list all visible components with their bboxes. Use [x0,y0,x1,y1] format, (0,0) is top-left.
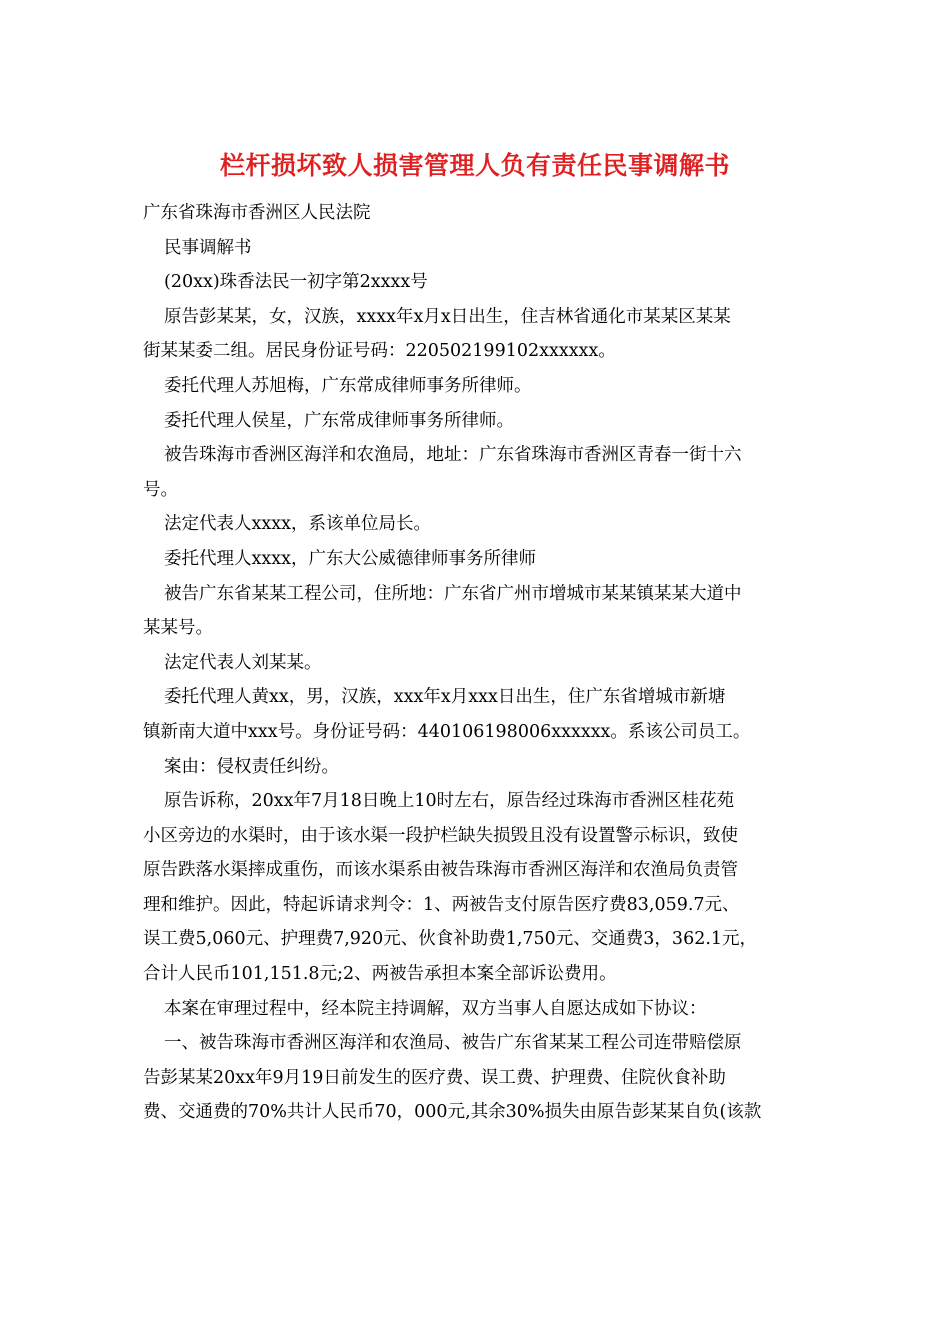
text-line: 小区旁边的水渠时，由于该水渠一段护栏缺失损毁且没有设置警示标识，致使 [143,825,738,846]
text-line: 告彭某某20xx年9月19日前发生的医疗费、误工费、护理费、住院伙食补助 [143,1067,726,1088]
text-line: 号。 [143,479,178,500]
text-line: 法定代表人刘某某。 [164,652,322,673]
text-line: 被告珠海市香洲区海洋和农渔局，地址：广东省珠海市香洲区青春一街十六 [164,445,742,466]
text-line: 被告广东省某某工程公司，住所地：广东省广州市增城市某某镇某某大道中 [164,583,742,604]
text-line: 民事调解书 [164,237,252,258]
text-line: 某某号。 [143,618,213,639]
text-line: 原告彭某某，女，汉族，xxxx年x月x日出生，住吉林省通化市某某区某某 [164,306,731,327]
text-line: 原告跌落水渠摔成重伤，而该水渠系由被告珠海市香洲区海洋和农渔局负责管 [143,860,738,881]
document-body [143,196,808,1130]
text-line: 一、被告珠海市香洲区海洋和农渔局、被告广东省某某工程公司连带赔偿原 [164,1033,742,1054]
text-line: 费、交通费的70%共计人民币70，000元,其余30%损失由原告彭某某自负(该款 [143,1102,762,1123]
text-line: 原告诉称，20xx年7月18日晚上10时左右，原告经过珠海市香洲区桂花苑 [164,791,735,812]
text-line: 误工费5,060元、护理费7,920元、伙食补助费1,750元、交通费3，362.1元， [143,929,758,950]
text-line: 法定代表人xxxx，系该单位局长。 [164,514,431,535]
text-line: 合计人民币101,151.8元;2、两被告承担本案全部诉讼费用。 [143,964,617,985]
text-line: (20xx)珠香法民一初字第2xxxx号 [164,272,428,293]
text-line: 委托代理人黄xx，男，汉族，xxx年x月xxx日出生，住广东省增城市新塘 [164,687,726,708]
text-line: 街某某委二组。居民身份证号码：220502199102xxxxxx。 [143,341,616,362]
text-line: 委托代理人xxxx，广东大公威德律师事务所律师 [164,548,536,569]
text-line: 委托代理人苏旭梅，广东常成律师事务所律师。 [164,375,532,396]
text-line: 本案在审理过程中，经本院主持调解，双方当事人自愿达成如下协议： [164,998,707,1019]
text-line: 委托代理人侯星，广东常成律师事务所律师。 [164,410,514,431]
text-line: 镇新南大道中xxx号。身份证号码：440106198006xxxxxx。系该公司员工。 [143,721,751,742]
text-line: 广东省珠海市香洲区人民法院 [143,203,371,223]
text-line: 案由：侵权责任纠纷。 [164,756,339,777]
text-line: 理和维护。因此，特起诉请求判令：1、两被告支付原告医疗费83,059.7元、 [143,894,740,915]
document-title: 栏杆损坏致人损害管理人负有责任民事调解书 [219,151,730,180]
